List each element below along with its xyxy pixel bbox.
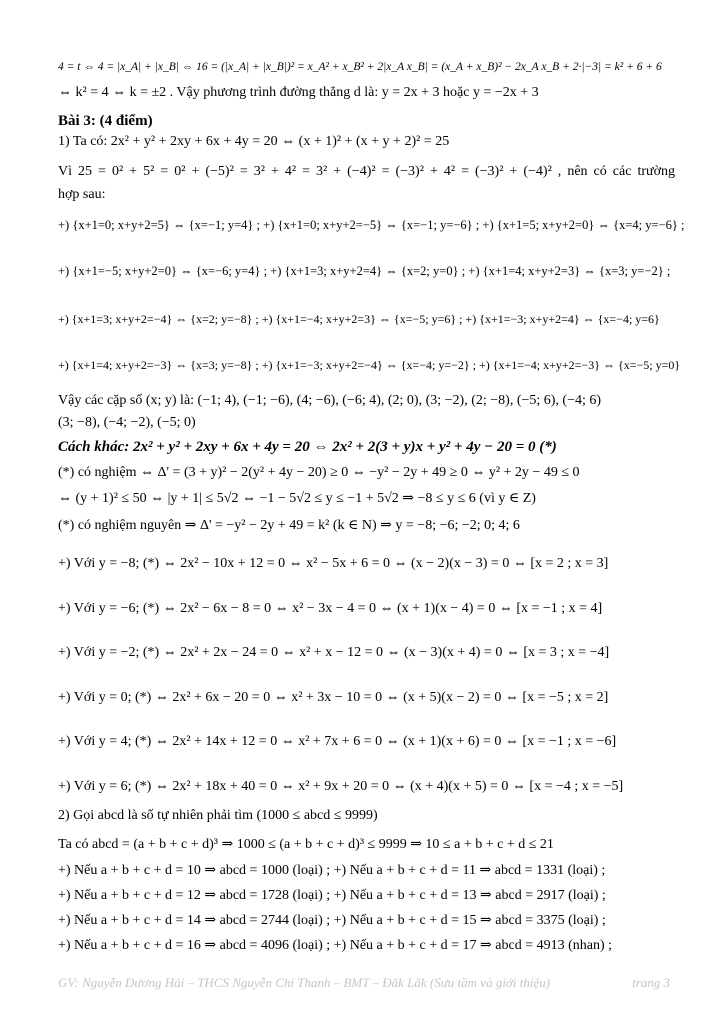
text-line-l13: Cách khác: 2x² + y² + 2xy + 6x + 4y = 20 ⇔ 2x² + 2(3 + y)x + y² + 4y − 20 = 0 (*) bbox=[58, 439, 557, 455]
text-line-l15: ⇔ (y + 1)² ≤ 50 ⇔ |y + 1| ≤ 5√2 ⇔ −1 − 5√2 ≤ y ≤ −1 + 5√2 ⇒ −8 ≤ y ≤ 6 (vì y ∈ Z) bbox=[58, 491, 536, 506]
text-line-l07: +) {x+1=0; x+y+2=5} ⇔ {x=−1; y=4} ; +) {x+1=0; x+y+2=−5} ⇔ {x=−1; y=−6} ; +) {x+1=5; x+y+2=0} ⇔ {x=4; y=−6} ; bbox=[58, 218, 685, 232]
text-line-l06: hợp sau: bbox=[58, 187, 106, 202]
text-line-l03: Bài 3: (4 điểm) bbox=[58, 113, 153, 129]
footer-author: GV: Nguyễn Dương Hải – THCS Nguyễn Chí Thanh – BMT – Đăk Lăk (Sưu tầm và giới thiệu) bbox=[58, 975, 551, 990]
text-line-l23: 2) Gọi abcd là số tự nhiên phải tìm (1000 ≤ abcd ≤ 9999) bbox=[58, 808, 378, 823]
text-line-l12: (3; −8), (−4; −2), (−5; 0) bbox=[58, 415, 196, 430]
text-line-l21: +) Với y = 4; (*) ⇔ 2x² + 14x + 12 = 0 ⇔ x² + 7x + 6 = 0 ⇔ (x + 1)(x + 6) = 0 ⇔ [x = −1 ; x = −6] bbox=[58, 734, 617, 749]
text-line-l20: +) Với y = 0; (*) ⇔ 2x² + 6x − 20 = 0 ⇔ x² + 3x − 10 = 0 ⇔ (x + 5)(x − 2) = 0 ⇔ [x = −5 ; x = 2] bbox=[58, 690, 609, 705]
text-line-l16: (*) có nghiệm nguyên ⇒ Δ' = −y² − 2y + 49 = k² (k ∈ N) ⇒ y = −8; −6; −2; 0; 4; 6 bbox=[58, 518, 520, 533]
text-line-l05: Vì 25 = 0² + 5² = 0² + (−5)² = 3² + 4² = 3² + (−4)² = (−3)² + 4² = (−3)² + (−4)² , nên có các trường bbox=[58, 164, 675, 179]
text-line-l11: Vậy các cặp số (x; y) là: (−1; 4), (−1; −6), (4; −6), (−6; 4), (2; 0), (3; −2), (2; −8), (−5; 6), (−4; 6) bbox=[58, 393, 602, 408]
text-line-l24: Ta có abcd = (a + b + c + d)³ ⇒ 1000 ≤ (a + b + c + d)³ ≤ 9999 ⇒ 10 ≤ a + b + c + d ≤ 21 bbox=[58, 837, 554, 852]
text-line-l17: +) Với y = −8; (*) ⇔ 2x² − 10x + 12 = 0 ⇔ x² − 5x + 6 = 0 ⇔ (x − 2)(x − 3) = 0 ⇔ [x = 2 ; x = 3] bbox=[58, 556, 609, 571]
text-line-l01: 4 = t ⇔ 4 = |x_A| + |x_B| ⇔ 16 = (|x_A| + |x_B|)² = x_A² + x_B² + 2|x_A x_B| = (x_A + x_B)² − 2x_A x_B + 2·|−3| = k² + 6 + 6 bbox=[58, 61, 662, 73]
text-line-l28: +) Nếu a + b + c + d = 16 ⇒ abcd = 4096 (loại) ; +) Nếu a + b + c + d = 17 ⇒ abcd = 4913 (nhan) ; bbox=[58, 938, 613, 953]
text-line-l04: 1) Ta có: 2x² + y² + 2xy + 6x + 4y = 20 ⇔ (x + 1)² + (x + y + 2)² = 25 bbox=[58, 134, 450, 149]
text-line-l09: +) {x+1=3; x+y+2=−4} ⇔ {x=2; y=−8} ; +) {x+1=−4; x+y+2=3} ⇔ {x=−5; y=6} ; +) {x+1=−3; x+y+2=4} ⇔ {x=−4; y=6} bbox=[58, 312, 660, 326]
text-line-l14: (*) có nghiệm ⇔ Δ' = (3 + y)² − 2(y² + 4y − 20) ≥ 0 ⇔ −y² − 2y + 49 ≥ 0 ⇔ y² + 2y − 49 ≤ 0 bbox=[58, 465, 580, 480]
text-line-l10: +) {x+1=4; x+y+2=−3} ⇔ {x=3; y=−8} ; +) {x+1=−3; x+y+2=−4} ⇔ {x=−4; y=−2} ; +) {x+1=−4; x+y+2=−3} ⇔ {x=−5; y=0} bbox=[58, 358, 681, 372]
text-line-l22: +) Với y = 6; (*) ⇔ 2x² + 18x + 40 = 0 ⇔ x² + 9x + 20 = 0 ⇔ (x + 4)(x + 5) = 0 ⇔ [x = −4 ; x = −5] bbox=[58, 779, 624, 794]
page-footer bbox=[58, 975, 670, 991]
text-line-l27: +) Nếu a + b + c + d = 14 ⇒ abcd = 2744 (loại) ; +) Nếu a + b + c + d = 15 ⇒ abcd = 3375 (loại) ; bbox=[58, 913, 606, 928]
text-line-l18: +) Với y = −6; (*) ⇔ 2x² − 6x − 8 = 0 ⇔ x² − 3x − 4 = 0 ⇔ (x + 1)(x − 4) = 0 ⇔ [x = −1 ; x = 4] bbox=[58, 601, 603, 616]
page-number: trang 3 bbox=[632, 975, 670, 990]
text-line-l02: ⇔ k² = 4 ⇔ k = ±2 . Vậy phương trình đường thẳng d là: y = 2x + 3 hoặc y = −2x + 3 bbox=[58, 85, 539, 100]
text-line-l25: +) Nếu a + b + c + d = 10 ⇒ abcd = 1000 (loại) ; +) Nếu a + b + c + d = 11 ⇒ abcd = 1331 (loại) ; bbox=[58, 863, 606, 878]
text-line-l26: +) Nếu a + b + c + d = 12 ⇒ abcd = 1728 (loại) ; +) Nếu a + b + c + d = 13 ⇒ abcd = 2917 (loại) ; bbox=[58, 888, 606, 903]
text-line-l08: +) {x+1=−5; x+y+2=0} ⇔ {x=−6; y=4} ; +) {x+1=3; x+y+2=4} ⇔ {x=2; y=0} ; +) {x+1=4; x+y+2=3} ⇔ {x=3; y=−2} ; bbox=[58, 264, 671, 278]
text-line-l19: +) Với y = −2; (*) ⇔ 2x² + 2x − 24 = 0 ⇔ x² + x − 12 = 0 ⇔ (x − 3)(x + 4) = 0 ⇔ [x = 3 ; x = −4] bbox=[58, 645, 610, 660]
